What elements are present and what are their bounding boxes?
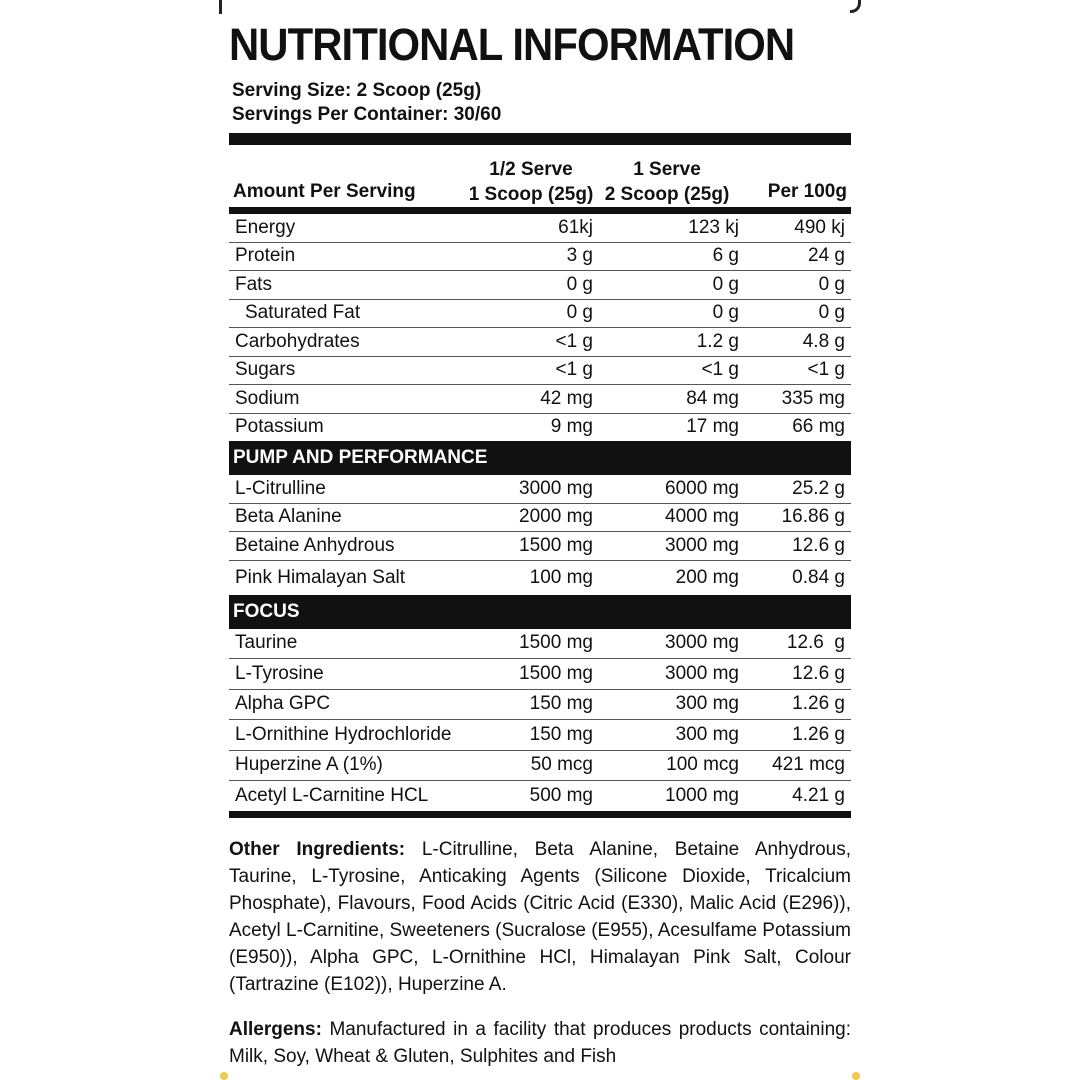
ingredient-name: L-Tyrosine bbox=[235, 662, 324, 684]
servings-per-container: Servings Per Container: 30/60 bbox=[232, 104, 502, 125]
ingredient-name: L-Ornithine Hydrochloride bbox=[235, 723, 452, 745]
nutrient-name: Sugars bbox=[235, 359, 296, 381]
header-half-serve bbox=[463, 157, 599, 207]
ingredient-half: 100 mg bbox=[529, 566, 593, 588]
ingredient-full: 1000 mg bbox=[665, 784, 739, 806]
ingredient-half: 3000 mg bbox=[519, 477, 593, 499]
ingredient-per100: 12.6 g bbox=[792, 534, 845, 556]
ingredient-per100: 12.6 g bbox=[792, 662, 845, 684]
nutrient-full: 17 mg bbox=[686, 416, 739, 438]
label-border-left bbox=[219, 0, 222, 14]
focus-table bbox=[229, 629, 851, 811]
allergens-text: Manufactured in a facility that produces products containing: Milk, Soy, Wheat & Gluten, Sulphites and Fish bbox=[229, 1018, 851, 1067]
ingredient-per100: 421 mcg bbox=[772, 754, 845, 776]
nutrient-full: 1.2 g bbox=[696, 330, 739, 352]
section-header-focus: FOCUS bbox=[229, 595, 851, 629]
table-row bbox=[229, 504, 851, 533]
table-row bbox=[229, 214, 851, 243]
table-row bbox=[229, 328, 851, 357]
ingredient-full: 3000 mg bbox=[665, 632, 739, 654]
table-row bbox=[229, 561, 851, 595]
ingredient-half: 150 mg bbox=[529, 723, 593, 745]
nutrient-full: 6 g bbox=[712, 245, 739, 267]
nutrient-name: Fats bbox=[235, 273, 272, 295]
header-half-serve-line1: 1/2 Serve bbox=[489, 159, 573, 180]
ingredient-per100: 1.26 g bbox=[792, 723, 845, 745]
header-per-100g: Per 100g bbox=[767, 181, 847, 202]
divider-thick bbox=[229, 133, 851, 145]
table-row bbox=[229, 271, 851, 300]
divider-bottom bbox=[229, 811, 851, 818]
other-ingredients-text: L-Citrulline, Beta Alanine, Betaine Anhydrous, Taurine, L-Tyrosine, Anticaking Agents (Silicone Dioxide, Tricalcium Phosphate), Flavours, Food Acids (Citric Acid (E330), Malic Acid (E296)), Acetyl L-Carnitine, Sweeteners (Sucralose (E955), Acesulfame Potassium (E950)), Alpha GPC, L-Ornithine HCl, Himalayan Pink Salt, Colour (Tartrazine (E102)), Huperzine A. bbox=[229, 838, 851, 995]
ingredient-per100: 4.21 g bbox=[792, 784, 845, 806]
nutrient-name: Protein bbox=[235, 245, 296, 267]
table-row bbox=[229, 629, 851, 660]
nutrient-half: <1 g bbox=[555, 330, 593, 352]
ingredient-full: 6000 mg bbox=[665, 477, 739, 499]
table-row bbox=[229, 357, 851, 386]
nutrients-table bbox=[229, 214, 851, 441]
header-amount-per-serving: Amount Per Serving bbox=[233, 181, 416, 202]
nutrient-full: 123 kj bbox=[688, 216, 739, 238]
nutrient-name: Potassium bbox=[235, 416, 324, 438]
header-half-serve-line2: 1 Scoop (25g) bbox=[468, 184, 594, 205]
table-row bbox=[229, 300, 851, 329]
table-row bbox=[229, 690, 851, 721]
ingredient-name: Betaine Anhydrous bbox=[235, 534, 395, 556]
packaging-edge-left bbox=[220, 1072, 228, 1080]
ingredient-full: 3000 mg bbox=[665, 662, 739, 684]
nutrient-half: 0 g bbox=[566, 273, 593, 295]
ingredient-name: L-Citrulline bbox=[235, 477, 326, 499]
nutrient-per100: 24 g bbox=[808, 245, 845, 267]
header-full-serve-line2: 2 Scoop (25g) bbox=[604, 184, 730, 205]
header-full-serve bbox=[599, 157, 735, 207]
nutrient-per100: 4.8 g bbox=[802, 330, 845, 352]
header-full-serve-line1: 1 Serve bbox=[633, 159, 701, 180]
section-header-pump: PUMP AND PERFORMANCE bbox=[229, 441, 851, 475]
label-border-right bbox=[850, 0, 861, 13]
nutrient-per100: <1 g bbox=[807, 359, 845, 381]
nutrient-half: 3 g bbox=[566, 245, 593, 267]
ingredient-full: 200 mg bbox=[675, 566, 739, 588]
nutrient-name: Saturated Fat bbox=[245, 302, 361, 324]
divider-medium bbox=[229, 207, 851, 214]
ingredient-per100: 25.2 g bbox=[792, 477, 845, 499]
nutrient-full: 0 g bbox=[712, 273, 739, 295]
nutrient-half: 0 g bbox=[566, 302, 593, 324]
pump-table bbox=[229, 475, 851, 595]
nutrient-half: 42 mg bbox=[540, 387, 593, 409]
ingredient-name: Beta Alanine bbox=[235, 506, 342, 528]
table-row bbox=[229, 475, 851, 504]
allergens bbox=[229, 1016, 851, 1070]
ingredient-name: Huperzine A (1%) bbox=[235, 754, 383, 776]
other-ingredients bbox=[229, 836, 851, 998]
ingredient-name: Acetyl L-Carnitine HCL bbox=[235, 784, 429, 806]
ingredient-full: 300 mg bbox=[675, 693, 739, 715]
nutrient-name: Energy bbox=[235, 216, 296, 238]
ingredient-half: 1500 mg bbox=[519, 662, 593, 684]
ingredient-full: 3000 mg bbox=[665, 534, 739, 556]
ingredient-per100: 12.6 g bbox=[786, 632, 845, 654]
ingredient-per100: 0.84 g bbox=[792, 566, 845, 588]
table-row bbox=[229, 243, 851, 272]
ingredient-half: 1500 mg bbox=[519, 632, 593, 654]
ingredient-half: 50 mcg bbox=[530, 754, 593, 776]
table-row bbox=[229, 414, 851, 442]
table-header bbox=[229, 145, 851, 207]
nutrient-half: <1 g bbox=[555, 359, 593, 381]
ingredient-name: Pink Himalayan Salt bbox=[235, 566, 406, 588]
nutrient-full: <1 g bbox=[701, 359, 739, 381]
other-ingredients-label: Other Ingredients: bbox=[229, 838, 406, 860]
table-row bbox=[229, 532, 851, 561]
label-title: NUTRITIONAL INFORMATION bbox=[229, 19, 795, 70]
nutrient-full: 84 mg bbox=[686, 387, 739, 409]
table-row bbox=[229, 720, 851, 751]
nutrient-per100: 490 kj bbox=[794, 216, 845, 238]
ingredient-half: 150 mg bbox=[529, 693, 593, 715]
table-row bbox=[229, 385, 851, 414]
ingredient-per100: 16.86 g bbox=[781, 506, 845, 528]
nutrient-per100: 335 mg bbox=[781, 387, 845, 409]
nutrient-per100: 0 g bbox=[818, 302, 845, 324]
ingredient-full: 300 mg bbox=[675, 723, 739, 745]
ingredient-full: 4000 mg bbox=[665, 506, 739, 528]
serving-size: Serving Size: 2 Scoop (25g) bbox=[232, 80, 482, 101]
nutrient-per100: 66 mg bbox=[792, 416, 845, 438]
table-row bbox=[229, 659, 851, 690]
nutrient-name: Carbohydrates bbox=[235, 330, 360, 352]
ingredient-full: 100 mcg bbox=[666, 754, 739, 776]
table-row bbox=[229, 781, 851, 811]
nutrient-name: Sodium bbox=[235, 387, 300, 409]
table-row bbox=[229, 751, 851, 782]
ingredient-half: 2000 mg bbox=[519, 506, 593, 528]
nutrient-full: 0 g bbox=[712, 302, 739, 324]
ingredient-name: Taurine bbox=[235, 632, 298, 654]
nutrient-half: 9 mg bbox=[550, 416, 593, 438]
ingredient-name: Alpha GPC bbox=[235, 693, 331, 715]
nutrient-per100: 0 g bbox=[818, 273, 845, 295]
nutrition-label bbox=[229, 18, 851, 1070]
allergens-label: Allergens: bbox=[229, 1018, 322, 1040]
packaging-edge-right bbox=[852, 1072, 860, 1080]
ingredient-half: 500 mg bbox=[529, 784, 593, 806]
ingredient-half: 1500 mg bbox=[519, 534, 593, 556]
nutrient-half: 61kj bbox=[558, 216, 593, 238]
ingredient-per100: 1.26 g bbox=[792, 693, 845, 715]
